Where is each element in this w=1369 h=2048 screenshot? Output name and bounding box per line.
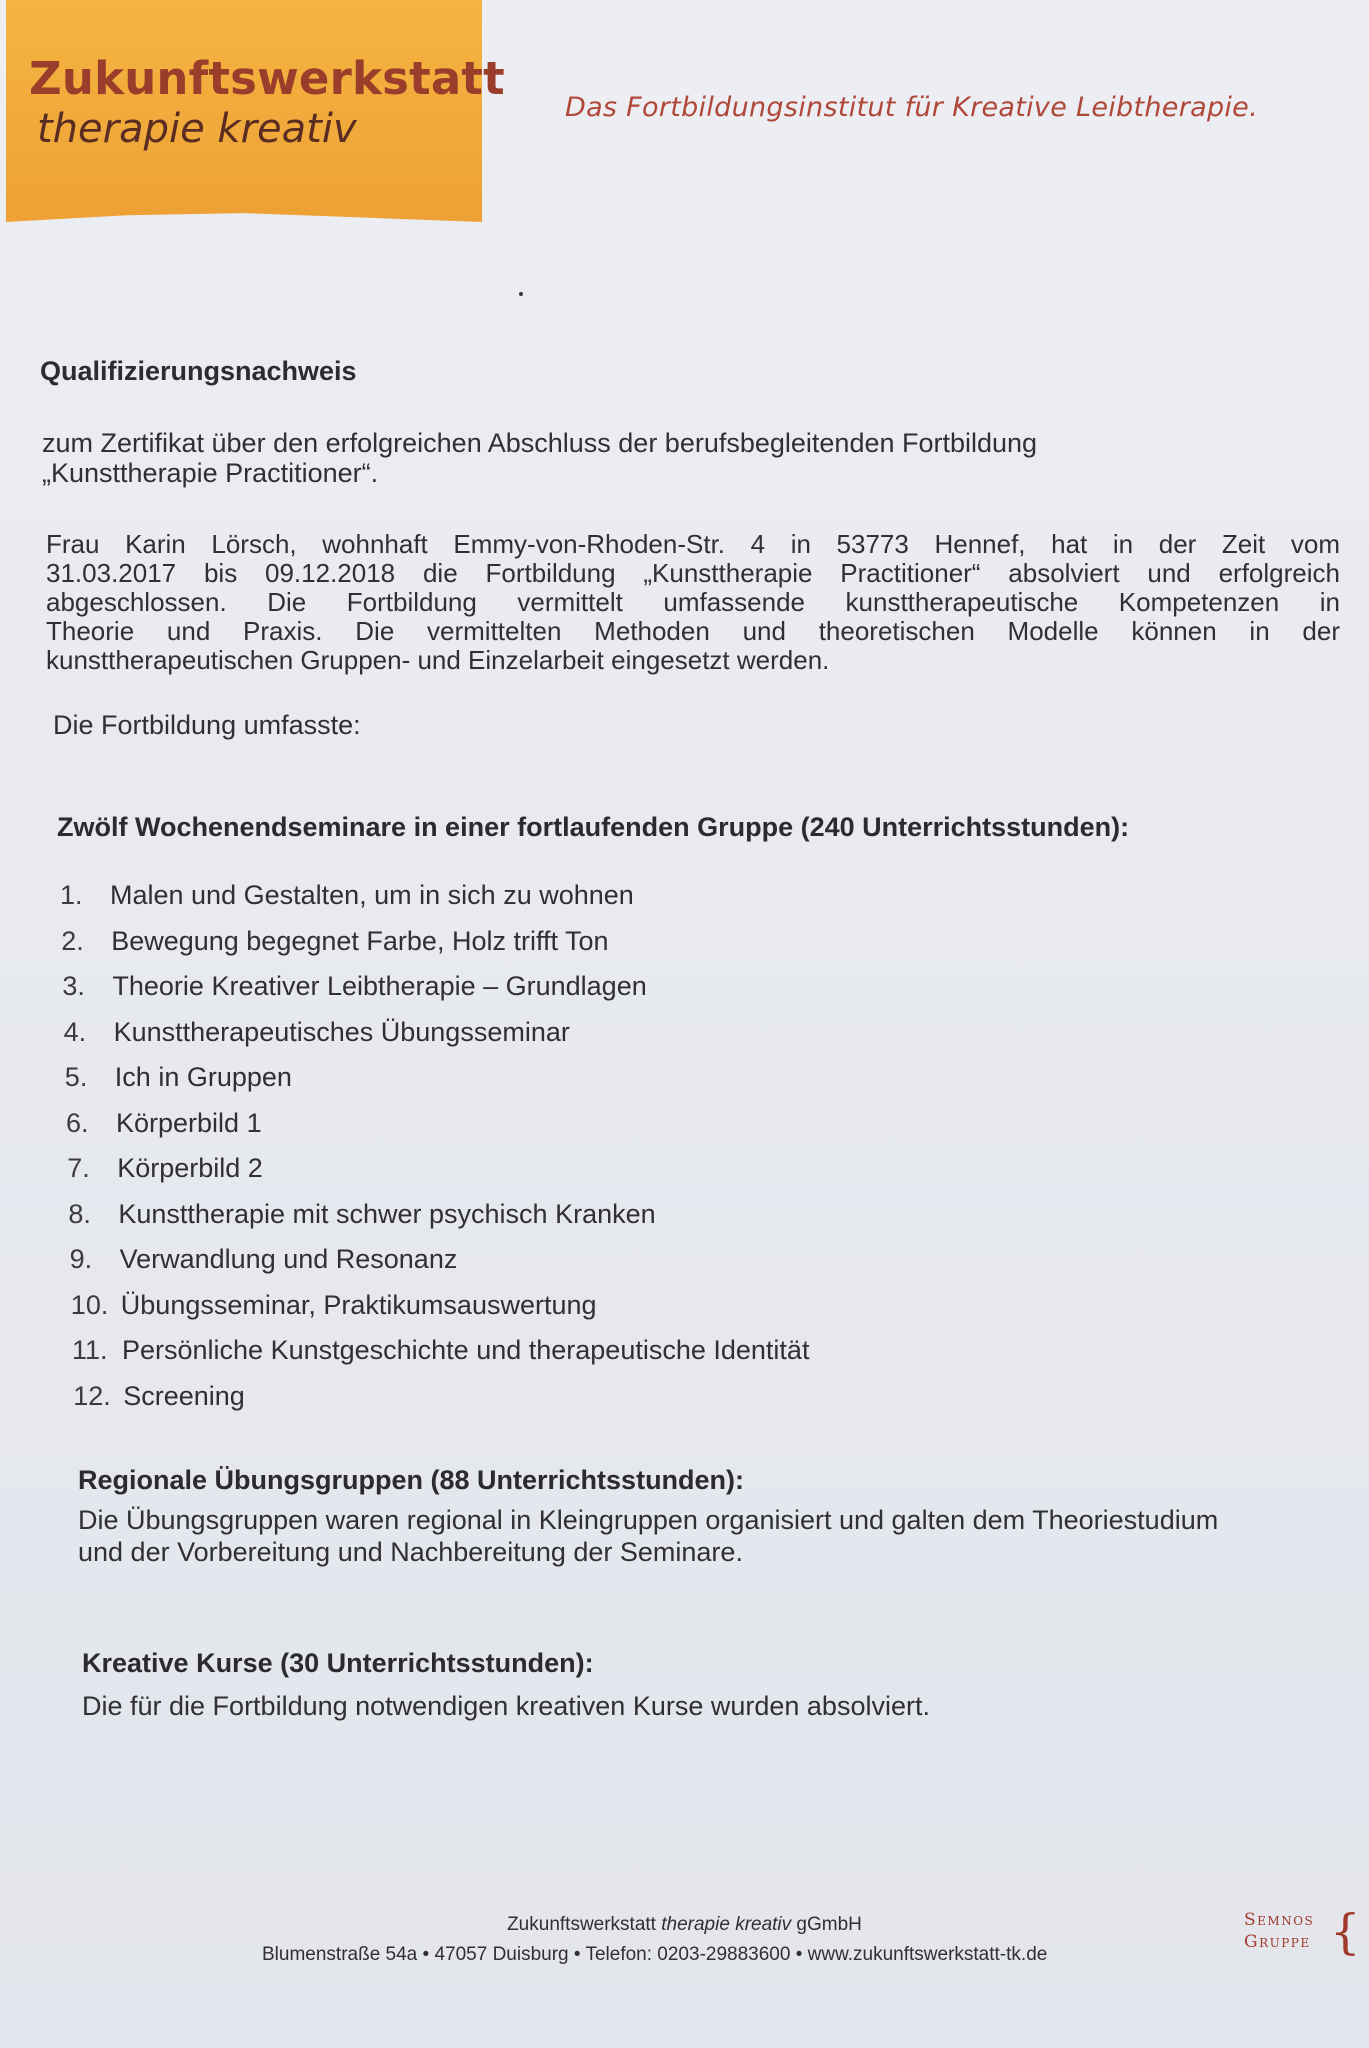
body-line: kunsttherapeutischen Gruppen- und Einzelarbeit eingesetzt werden. xyxy=(46,645,830,675)
semnos-logo xyxy=(1244,1904,1361,1962)
footer-company-prefix: Zukunftswerkstatt xyxy=(507,1914,662,1935)
intro-text xyxy=(42,428,1162,488)
tagline: Das Fortbildungsinstitut für Kreative Leibtherapie. xyxy=(565,92,1258,123)
list-item-number: 5. xyxy=(64,1062,88,1092)
footer-company-italic: therapie kreativ xyxy=(661,1914,792,1935)
regional-text-line: und der Vorbereitung und Nachbereitung der Seminare. xyxy=(78,1537,743,1567)
list-item-label: Körperbild 2 xyxy=(117,1153,263,1183)
list-item-number: 6. xyxy=(66,1107,89,1138)
list-item-number: 1. xyxy=(60,880,83,910)
list-item xyxy=(60,969,809,1015)
list-item xyxy=(60,924,809,970)
seminar-list xyxy=(60,878,809,1424)
semnos-line: Semnos xyxy=(1244,1910,1315,1930)
seminars-title: Zwölf Wochenendseminare in einer fortlaufenden Gruppe (240 Unterrichtsstunden): xyxy=(57,812,1130,842)
intro-line: zum Zertifikat über den erfolgreichen Abschluss der berufsbegleitenden Fortbildung xyxy=(42,428,1038,458)
list-item-number: 12. xyxy=(73,1380,111,1411)
creative-text: Die für die Fortbildung notwendigen kreativen Kurse wurden absolviert. xyxy=(82,1691,930,1721)
list-item xyxy=(60,1242,809,1288)
logo-title: Zukunftswerkstatt xyxy=(29,52,505,105)
regional-text-line: Die Übungsgruppen waren regional in Kleingruppen organisiert und galten dem Theoriestudium xyxy=(78,1505,1219,1535)
intro-line: „Kunsttherapie Practitioner“. xyxy=(42,458,379,488)
list-item-label: Übungsseminar, Praktikumsauswertung xyxy=(120,1289,597,1320)
list-item-number: 2. xyxy=(61,925,84,956)
list-item xyxy=(60,1015,809,1061)
gruppe-line: Gruppe xyxy=(1244,1932,1311,1952)
list-item-label: Persönliche Kunstgeschichte und therapeutische Identität xyxy=(122,1335,810,1365)
list-item xyxy=(60,1333,809,1379)
list-item-label: Verwandlung und Resonanz xyxy=(119,1244,458,1274)
list-item xyxy=(60,1379,809,1425)
list-item-number: 9. xyxy=(69,1244,93,1274)
list-item-number: 3. xyxy=(62,971,85,1001)
list-item xyxy=(60,1197,809,1243)
body-paragraph xyxy=(46,530,1340,675)
list-item-number: 11. xyxy=(72,1335,108,1365)
list-item xyxy=(60,878,809,924)
list-item-number: 4. xyxy=(63,1016,87,1047)
creative-title: Kreative Kurse (30 Unterrichtsstunden): xyxy=(82,1648,594,1678)
body-line: abgeschlossen. Die Fortbildung vermittelt umfassende kunsttherapeutische Kompetenzen in xyxy=(46,587,1340,617)
list-item-number: 7. xyxy=(67,1153,90,1183)
body-line: 31.03.2017 bis 09.12.2018 die Fortbildung „Kunsttherapie Practitioner“ absolviert und erfolgreich xyxy=(46,558,1340,588)
list-item xyxy=(60,1106,809,1152)
logo-subtitle: therapie kreativ xyxy=(37,106,357,152)
body-line: Theorie und Praxis. Die vermittelten Methoden und theoretischen Modelle können in der xyxy=(46,616,1340,646)
regional-title: Regionale Übungsgruppen (88 Unterrichtsstunden): xyxy=(78,1465,745,1495)
list-item xyxy=(60,1288,809,1334)
curly-brace-icon: { xyxy=(1330,1904,1361,1960)
list-item-label: Kunsttherapeutisches Übungsseminar xyxy=(113,1016,570,1047)
list-item-label: Screening xyxy=(123,1380,245,1411)
list-item-label: Körperbild 1 xyxy=(116,1107,262,1138)
paper-speck xyxy=(519,292,523,296)
list-item xyxy=(60,1060,809,1106)
footer-company-suffix: gGmbH xyxy=(791,1914,862,1935)
body-line: Frau Karin Lörsch, wohnhaft Emmy-von-Rhoden-Str. 4 in 53773 Hennef, hat in der Zeit vom xyxy=(46,529,1340,559)
list-item-label: Kunsttherapie mit schwer psychisch Kranken xyxy=(118,1198,656,1229)
footer-address: Blumenstraße 54a • 47057 Duisburg • Telefon: 0203-29883600 • www.zukunftswerkstatt-tk.de xyxy=(262,1944,1048,1965)
list-item-number: 8. xyxy=(68,1198,91,1229)
document-heading: Qualifizierungsnachweis xyxy=(40,356,357,386)
list-item-label: Ich in Gruppen xyxy=(114,1062,292,1092)
list-item xyxy=(60,1151,809,1197)
list-item-label: Theorie Kreativer Leibtherapie – Grundlagen xyxy=(112,971,647,1001)
list-item-label: Malen und Gestalten, um in sich zu wohnen xyxy=(110,880,634,910)
list-item-label: Bewegung begegnet Farbe, Holz trifft Ton xyxy=(111,925,609,956)
list-item-number: 10. xyxy=(70,1289,109,1320)
lead-text: Die Fortbildung umfasste: xyxy=(53,710,361,740)
footer-company xyxy=(0,1914,1369,1936)
regional-text xyxy=(78,1504,1338,1568)
